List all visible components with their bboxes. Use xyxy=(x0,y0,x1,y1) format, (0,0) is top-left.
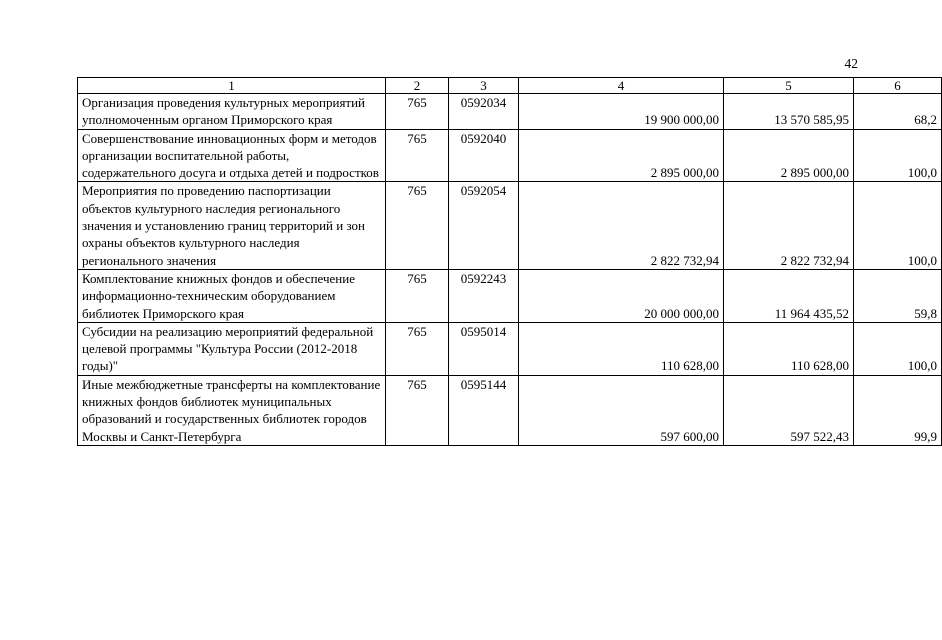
table-row xyxy=(78,129,942,182)
row-name: Организация проведения культурных мероприятий уполномоченным органом Приморского края xyxy=(78,94,386,130)
row-col-6: 68,2 xyxy=(854,94,942,130)
row-col-3: 0592034 xyxy=(449,94,519,130)
row-name: Комплектование книжных фондов и обеспечение информационно-техническим оборудованием библиотек Приморского края xyxy=(78,269,386,322)
row-col-6: 100,0 xyxy=(854,322,942,375)
row-col-4: 110 628,00 xyxy=(519,322,724,375)
row-col-3: 0595014 xyxy=(449,322,519,375)
row-col-3: 0592054 xyxy=(449,182,519,269)
row-col-6: 100,0 xyxy=(854,129,942,182)
row-col-5: 2 895 000,00 xyxy=(724,129,854,182)
row-col-4: 20 000 000,00 xyxy=(519,269,724,322)
header-col-1: 1 xyxy=(78,78,386,94)
table-row xyxy=(78,269,942,322)
row-name: Иные межбюджетные трансферты на комплектование книжных фондов библиотек муниципальных образований и государственных библиотек городов Москвы и Санкт-Петербурга xyxy=(78,375,386,445)
header-col-5: 5 xyxy=(724,78,854,94)
table-row xyxy=(78,322,942,375)
row-name: Субсидии на реализацию мероприятий федеральной целевой программы "Культура России (2012-2018 годы)" xyxy=(78,322,386,375)
row-col-4: 19 900 000,00 xyxy=(519,94,724,130)
page-number: 42 xyxy=(844,56,858,71)
header-row xyxy=(78,78,942,94)
row-col-2: 765 xyxy=(386,129,449,182)
row-col-3: 0592040 xyxy=(449,129,519,182)
header-col-2: 2 xyxy=(386,78,449,94)
row-col-2: 765 xyxy=(386,269,449,322)
row-col-3: 0595144 xyxy=(449,375,519,445)
row-col-2: 765 xyxy=(386,94,449,130)
row-col-2: 765 xyxy=(386,375,449,445)
row-name: Совершенствование инновационных форм и методов организации воспитательной работы, содержательного досуга и отдыха детей и подростков xyxy=(78,129,386,182)
row-col-4: 2 895 000,00 xyxy=(519,129,724,182)
row-col-6: 59,8 xyxy=(854,269,942,322)
row-col-2: 765 xyxy=(386,182,449,269)
row-col-5: 2 822 732,94 xyxy=(724,182,854,269)
row-col-2: 765 xyxy=(386,322,449,375)
row-col-5: 11 964 435,52 xyxy=(724,269,854,322)
row-name: Мероприятия по проведению паспортизации объектов культурного наследия регионального значения и установлению границ территорий и зон охраны объектов культурного наследия регионального значения xyxy=(78,182,386,269)
row-col-4: 2 822 732,94 xyxy=(519,182,724,269)
table-row xyxy=(78,94,942,130)
row-col-6: 100,0 xyxy=(854,182,942,269)
row-col-5: 13 570 585,95 xyxy=(724,94,854,130)
table-row xyxy=(78,182,942,269)
row-col-5: 597 522,43 xyxy=(724,375,854,445)
table-row xyxy=(78,375,942,445)
header-col-4: 4 xyxy=(519,78,724,94)
row-col-4: 597 600,00 xyxy=(519,375,724,445)
header-col-3: 3 xyxy=(449,78,519,94)
header-col-6: 6 xyxy=(854,78,942,94)
budget-table xyxy=(77,77,942,446)
row-col-6: 99,9 xyxy=(854,375,942,445)
row-col-3: 0592243 xyxy=(449,269,519,322)
row-col-5: 110 628,00 xyxy=(724,322,854,375)
